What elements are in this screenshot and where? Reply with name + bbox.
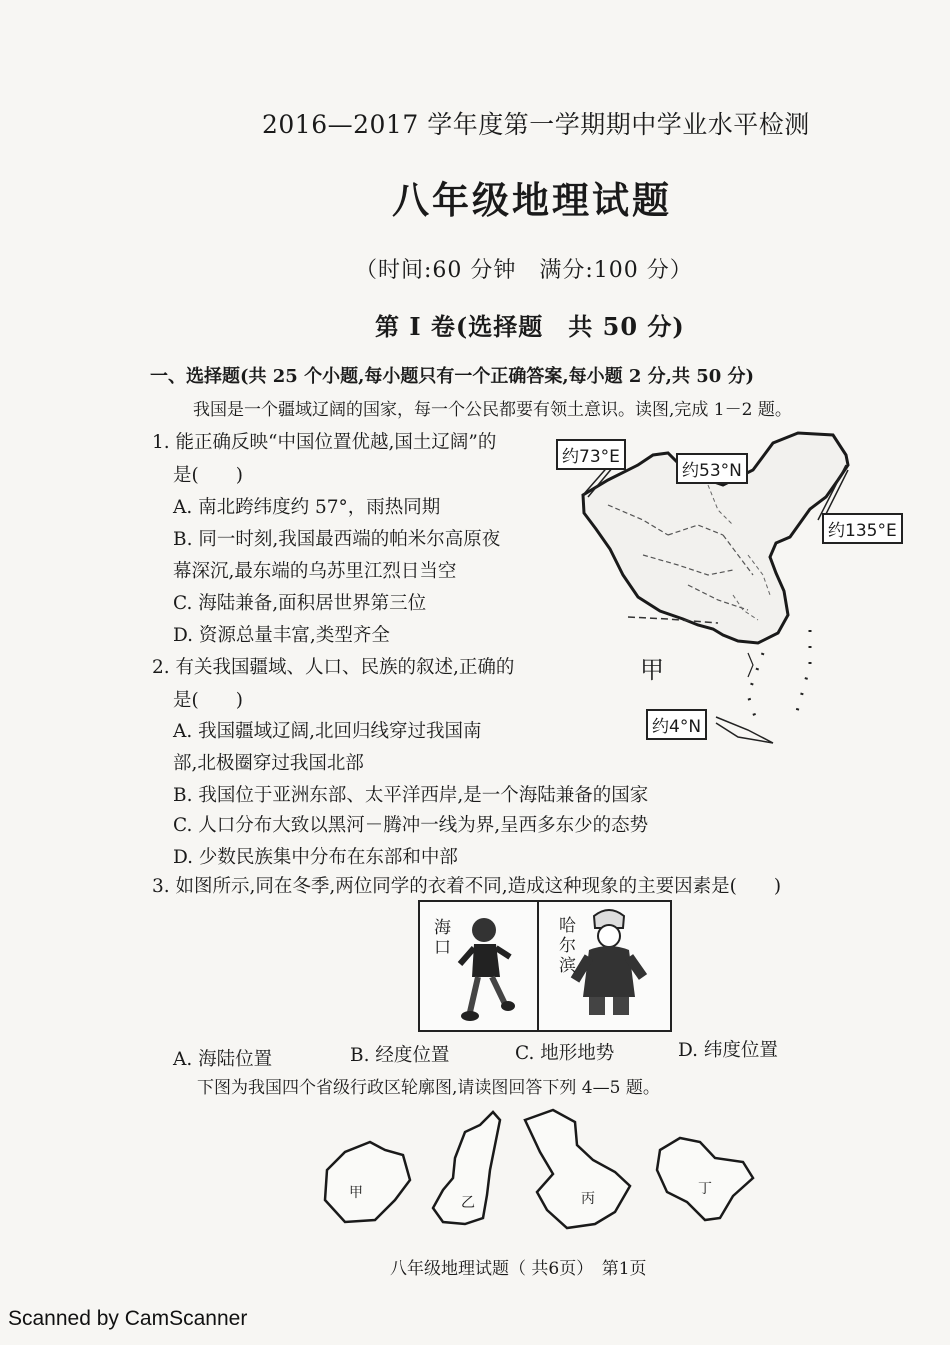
heavily-clothed-child-icon (539, 902, 656, 1030)
map-label-jia: 甲 (640, 656, 664, 684)
harbin-label: 哈尔滨 (559, 916, 576, 976)
volume-heading: 第 I 卷(选择题 共 50 分) (375, 312, 685, 341)
exam-title: 八年级地理试题 (392, 178, 672, 222)
page-footer: 八年级地理试题（ 共6页） 第1页 (390, 1259, 647, 1279)
map-label-east: 约135°E (822, 513, 903, 544)
q2-option-a: A. 我国疆域辽阔,北回归线穿过我国南 (173, 721, 482, 742)
q2-option-d: D. 少数民族集中分布在东部和中部 (173, 847, 458, 868)
camscanner-watermark: Scanned by CamScanner (8, 1307, 248, 1330)
province-label-ding: 丁 (698, 1181, 712, 1197)
province-outlines-figure (315, 1100, 795, 1235)
province-label-jia: 甲 (349, 1185, 363, 1201)
time-info: （时间:60 分钟 满分:100 分） (355, 258, 693, 283)
china-map-figure (548, 425, 918, 755)
province-label-bing: 丙 (581, 1191, 595, 1207)
province-outline-shapes (315, 1100, 795, 1235)
map-label-north: 约53°N (676, 453, 748, 484)
q1-option-a: A. 南北跨纬度约 57°，雨热同期 (173, 497, 441, 518)
province-label-yi: 乙 (461, 1195, 475, 1211)
q1-option-b-cont: 幕深沉,最东端的乌苏里江烈日当空 (173, 561, 457, 582)
intro-text: 我国是一个疆域辽阔的国家，每一个公民都要有领土意识。读图,完成 1－2 题。 (193, 400, 792, 420)
haikou-label: 海口 (434, 918, 451, 958)
q1-stem: 1. 能正确反映“中国位置优越,国土辽阔”的 (152, 432, 497, 453)
q2-option-c: C. 人口分布大致以黑河－腾冲一线为界,呈西多东少的态势 (173, 815, 649, 836)
section-heading: 一、选择题(共 25 个小题,每小题只有一个正确答案,每小题 2 分,共 50 分) (150, 366, 755, 387)
harbin-panel (539, 902, 656, 1030)
haikou-panel (420, 902, 537, 1030)
q1-option-d: D. 资源总量丰富,类型齐全 (173, 625, 390, 646)
intro2-text: 下图为我国四个省级行政区轮廓图,请读图回答下列 4—5 题。 (197, 1078, 660, 1098)
map-label-west: 约73°E (556, 439, 626, 470)
q2-stem: 2. 有关我国疆域、人口、民族的叙述,正确的 (152, 657, 515, 678)
q3-option-c: C. 地形地势 (515, 1043, 615, 1064)
q3-option-a: A. 海陆位置 (173, 1049, 273, 1070)
q2-option-b: B. 我国位于亚洲东部、太平洋西岸,是一个海陆兼备的国家 (173, 785, 649, 806)
q1-stem-cont: 是( ) (173, 465, 243, 486)
q1-option-b: B. 同一时刻,我国最西端的帕米尔高原夜 (173, 529, 501, 550)
q1-option-c: C. 海陆兼备,面积居世界第三位 (173, 593, 427, 614)
q3-option-b: B. 经度位置 (350, 1045, 450, 1066)
exam-header: 2016—2017 学年度第一学期期中学业水平检测 (262, 110, 810, 139)
clothing-comparison-figure (418, 900, 672, 1032)
q3-option-d: D. 纬度位置 (678, 1040, 778, 1061)
q3-stem: 3. 如图所示,同在冬季,两位同学的衣着不同,造成这种现象的主要因素是( ) (152, 876, 782, 897)
q2-option-a-cont: 部,北极圈穿过我国北部 (173, 753, 364, 774)
q2-stem-cont: 是( ) (173, 690, 243, 711)
map-label-south: 约4°N (646, 709, 707, 740)
